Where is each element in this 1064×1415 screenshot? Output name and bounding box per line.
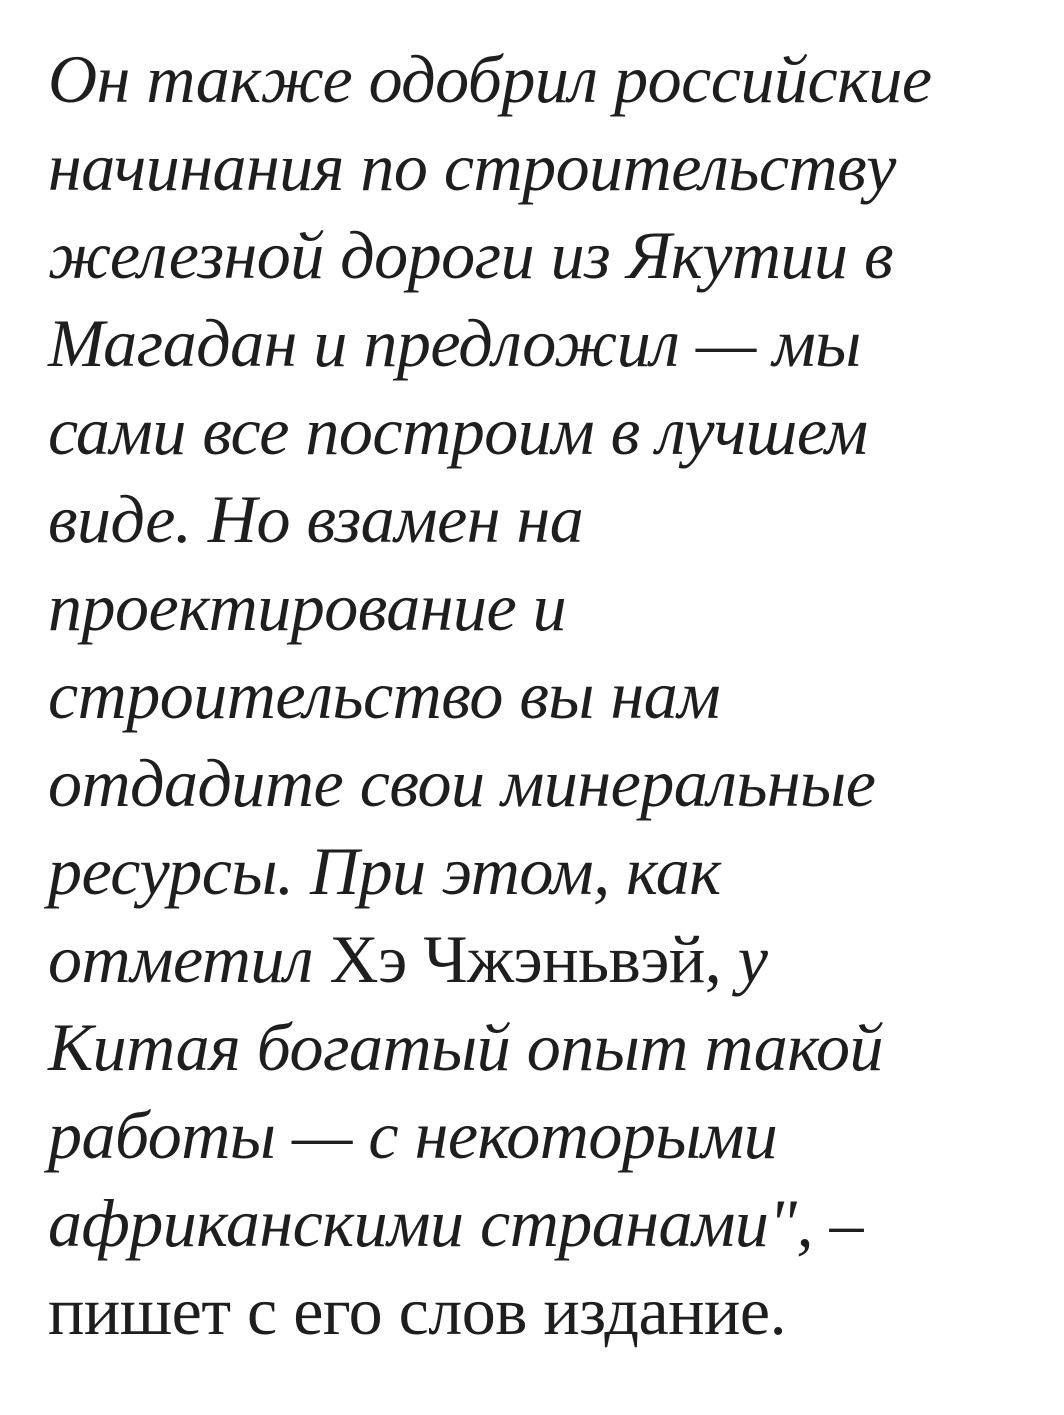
text-segment-italic: Магадан и предложил — мы: [48, 305, 861, 381]
text-segment-italic: Он также одобрил российские: [48, 41, 932, 117]
text-segment-italic: строительство вы нам: [48, 657, 721, 733]
text-segment-italic: ресурсы. При этом, как: [48, 833, 721, 909]
text-segment-italic: сами все построим в лучшем: [48, 393, 868, 469]
text-segment-roman: Хэ Чжэньвэй,: [329, 921, 722, 997]
text-line: [48, 299, 1036, 387]
text-line: [48, 387, 1036, 475]
text-segment-roman: пишет с его слов издание.: [48, 1273, 787, 1349]
text-segment-italic: проектирование и: [48, 569, 567, 645]
text-segment-italic: начинания по строительству: [48, 129, 896, 205]
text-segment-italic: у: [721, 921, 768, 997]
text-line: [48, 35, 1036, 123]
text-segment-italic: виде. Но взамен на: [48, 481, 584, 557]
text-line: [48, 563, 1036, 651]
text-line: [48, 123, 1036, 211]
text-line: [48, 739, 1036, 827]
text-line: [48, 1267, 1036, 1355]
text-line: [48, 651, 1036, 739]
text-segment-italic: железной дороги из Якутии в: [48, 217, 893, 293]
text-segment-italic: отметил: [48, 921, 330, 997]
text-line: [48, 1179, 1036, 1267]
text-line: [48, 475, 1036, 563]
text-segment-italic: работы — с некоторыми: [48, 1097, 778, 1173]
text-line: [48, 1091, 1036, 1179]
text-line: [48, 915, 1036, 1003]
text-segment-italic: африканскими странами", –: [48, 1185, 863, 1261]
text-line: [48, 211, 1036, 299]
text-line: [48, 1003, 1036, 1091]
text-segment-italic: Китая богатый опыт такой: [48, 1009, 884, 1085]
text-line: [48, 827, 1036, 915]
text-segment-italic: отдадите свои минеральные: [48, 745, 876, 821]
